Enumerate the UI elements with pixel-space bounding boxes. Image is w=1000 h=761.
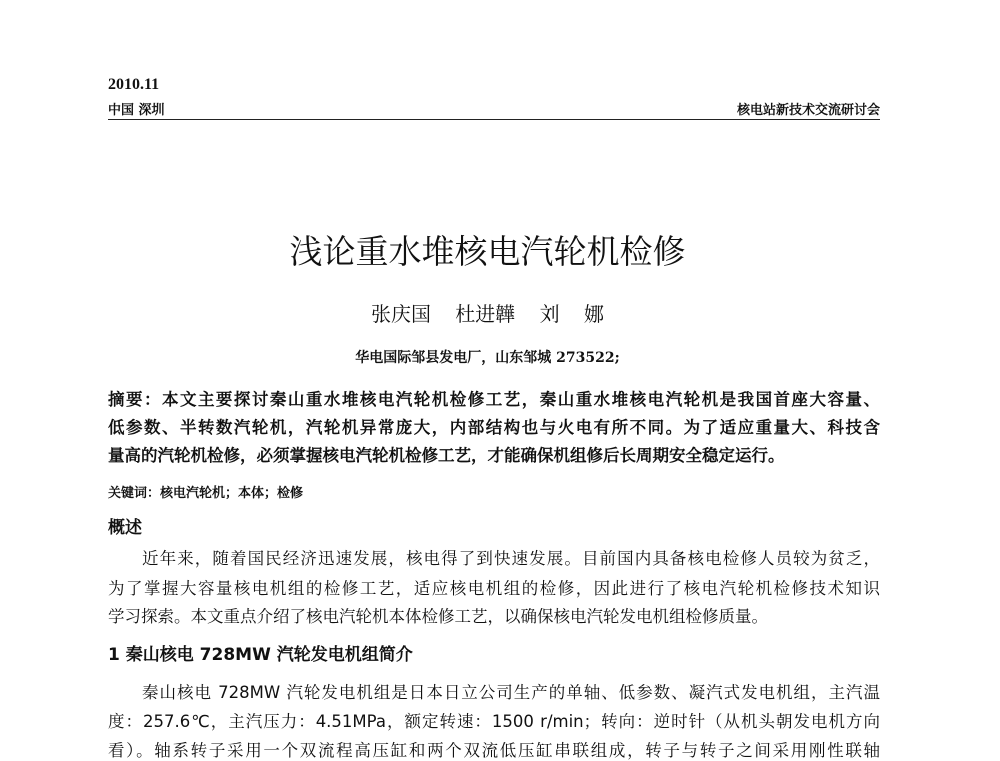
header-conference: 核电站新技术交流研讨会 — [736, 103, 880, 118]
body-line: 秦山核电 728MW 汽轮发电机组是日本日立公司生产的单轴、低参数、凝汽式发电机组，主汽温 — [142, 683, 880, 702]
overview-heading: 概述 — [108, 518, 142, 538]
body-line: 学习探索。本文重点介绍了核电汽轮机本体检修工艺，以确保核电汽轮发电机组检修质量。 — [108, 607, 768, 626]
body-line: 度：257.6℃，主汽压力：4.51MPa，额定转速：1500 r/min；转向：逆时针（从机头朝发电机方向 — [108, 712, 880, 731]
authors: 张庆国 杜进韡 刘 娜 — [370, 302, 605, 326]
header-rule — [108, 119, 880, 120]
abstract-line: 低参数、半转数汽轮机，汽轮机异常庞大，内部结构也与火电有所不同。为了适应重量大、科技含 — [108, 418, 880, 437]
abstract-line: 量高的汽轮机检修，必须掌握核电汽轮机检修工艺，才能确保机组修后长周期安全稳定运行。 — [108, 446, 785, 465]
header-location: 中国 深圳 — [108, 103, 165, 118]
abstract-line: 摘要：本文主要探讨秦山重水堆核电汽轮机检修工艺，秦山重水堆核电汽轮机是我国首座大容量、 — [108, 390, 880, 409]
keywords: 关键词：核电汽轮机；本体；检修 — [108, 486, 304, 501]
body-line: 看）。轴系转子采用一个双流程高压缸和两个双流低压缸串联组成，转子与转子之间采用刚性联轴 — [108, 741, 880, 760]
body-line: 为了掌握大容量核电机组的检修工艺，适应核电机组的检修，因此进行了核电汽轮机检修技术知识 — [108, 579, 880, 598]
section1-heading: 1 秦山核电 728MW 汽轮发电机组简介 — [108, 645, 413, 665]
body-line: 近年来，随着国民经济迅速发展，核电得了到快速发展。目前国内具备核电检修人员较为贫乏， — [142, 549, 880, 568]
affiliation: 华电国际邹县发电厂，山东邹城 273522; — [355, 350, 620, 366]
paper-title: 浅论重水堆核电汽轮机检修 — [289, 232, 686, 271]
header-date: 2010.11 — [108, 76, 160, 93]
